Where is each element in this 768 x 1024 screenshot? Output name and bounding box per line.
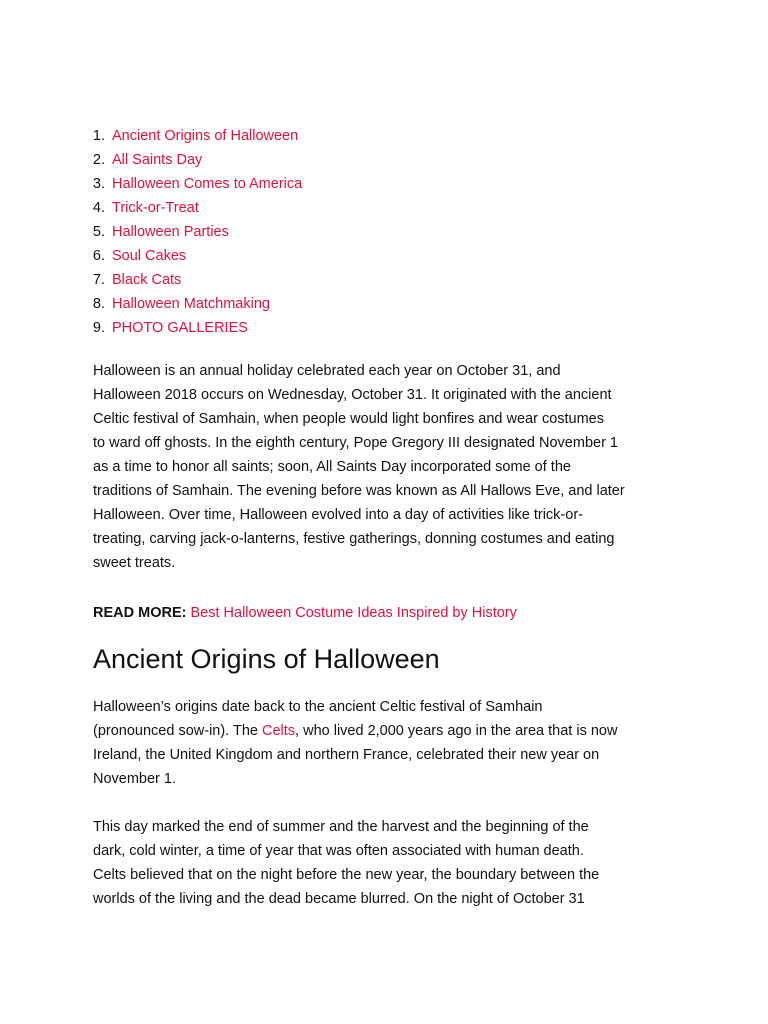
toc-item xyxy=(93,268,683,292)
text-line: This day marked the end of summer and the harvest and the beginning of the xyxy=(93,819,589,835)
origins-paragraph-2 xyxy=(93,815,673,911)
toc-item xyxy=(93,196,683,220)
text-line: worlds of the living and the dead became blurred. On the night of October 31 xyxy=(93,891,585,907)
toc-item xyxy=(93,244,683,268)
text-line: Halloween 2018 occurs on Wednesday, October 31. It originated with the ancient xyxy=(93,387,612,403)
text-line: treating, carving jack-o-lanterns, festive gatherings, donning costumes and eating xyxy=(93,531,615,547)
text-line: as a time to honor all saints; soon, All Saints Day incorporated some of the xyxy=(93,459,571,475)
read-more-link[interactable]: Best Halloween Costume Ideas Inspired by History xyxy=(190,605,517,621)
toc-item xyxy=(93,148,683,172)
toc-item xyxy=(93,172,683,196)
toc-number: 9. xyxy=(92,320,105,336)
toc-item xyxy=(93,220,683,244)
text-line: Halloween’s origins date back to the ancient Celtic festival of Samhain xyxy=(93,699,543,715)
text-line: dark, cold winter, a time of year that was often associated with human death. xyxy=(93,843,584,859)
toc-link-soul-cakes[interactable]: Soul Cakes xyxy=(112,248,187,264)
text-line: sweet treats. xyxy=(93,555,176,571)
toc-link-comes-to-america[interactable]: Halloween Comes to America xyxy=(112,176,303,192)
toc-link-black-cats[interactable]: Black Cats xyxy=(112,272,182,288)
toc-number: 1. xyxy=(92,128,105,144)
section-heading: Ancient Origins of Halloween xyxy=(93,644,440,674)
text-segment: (pronounced sow-in). The xyxy=(93,723,262,739)
text-line: Celtic festival of Samhain, when people would light bonfires and wear costumes xyxy=(93,411,604,427)
toc-number: 7. xyxy=(92,272,105,288)
intro-paragraph xyxy=(93,359,663,575)
toc-link-photo-galleries[interactable]: PHOTO GALLERIES xyxy=(112,320,248,336)
text-line: Celts believed that on the night before the new year, the boundary between the xyxy=(93,867,600,883)
text-line: November 1. xyxy=(93,771,177,787)
document-content xyxy=(93,124,683,911)
toc-number: 8. xyxy=(92,296,105,312)
toc-link-matchmaking[interactable]: Halloween Matchmaking xyxy=(112,296,270,312)
read-more xyxy=(93,601,683,625)
text-segment: , who lived 2,000 years ago in the area that is now xyxy=(295,723,618,739)
celts-link[interactable]: Celts xyxy=(262,723,296,739)
toc-link-halloween-parties[interactable]: Halloween Parties xyxy=(112,224,229,240)
read-more-label: READ MORE: xyxy=(93,605,187,621)
toc-link-ancient-origins[interactable]: Ancient Origins of Halloween xyxy=(112,128,299,144)
toc-number: 3. xyxy=(92,176,105,192)
text-line: Ireland, the United Kingdom and northern France, celebrated their new year on xyxy=(93,747,600,763)
toc-number: 5. xyxy=(92,224,105,240)
toc-number: 2. xyxy=(92,152,105,168)
toc-item xyxy=(93,292,683,316)
toc-item xyxy=(93,316,683,340)
text-line: Halloween. Over time, Halloween evolved into a day of activities like trick-or- xyxy=(93,507,583,523)
toc-link-trick-or-treat[interactable]: Trick-or-Treat xyxy=(112,200,199,216)
text-line: Halloween is an annual holiday celebrated each year on October 31, and xyxy=(93,363,561,379)
origins-paragraph-1 xyxy=(93,695,673,791)
toc-link-all-saints-day[interactable]: All Saints Day xyxy=(112,152,203,168)
text-line: to ward off ghosts. In the eighth century, Pope Gregory III designated November 1 xyxy=(93,435,618,451)
text-line: traditions of Samhain. The evening before was known as All Hallows Eve, and later xyxy=(93,483,625,499)
toc-number: 4. xyxy=(92,200,105,216)
toc-item xyxy=(93,124,683,148)
table-of-contents xyxy=(93,124,683,340)
toc-number: 6. xyxy=(92,248,105,264)
